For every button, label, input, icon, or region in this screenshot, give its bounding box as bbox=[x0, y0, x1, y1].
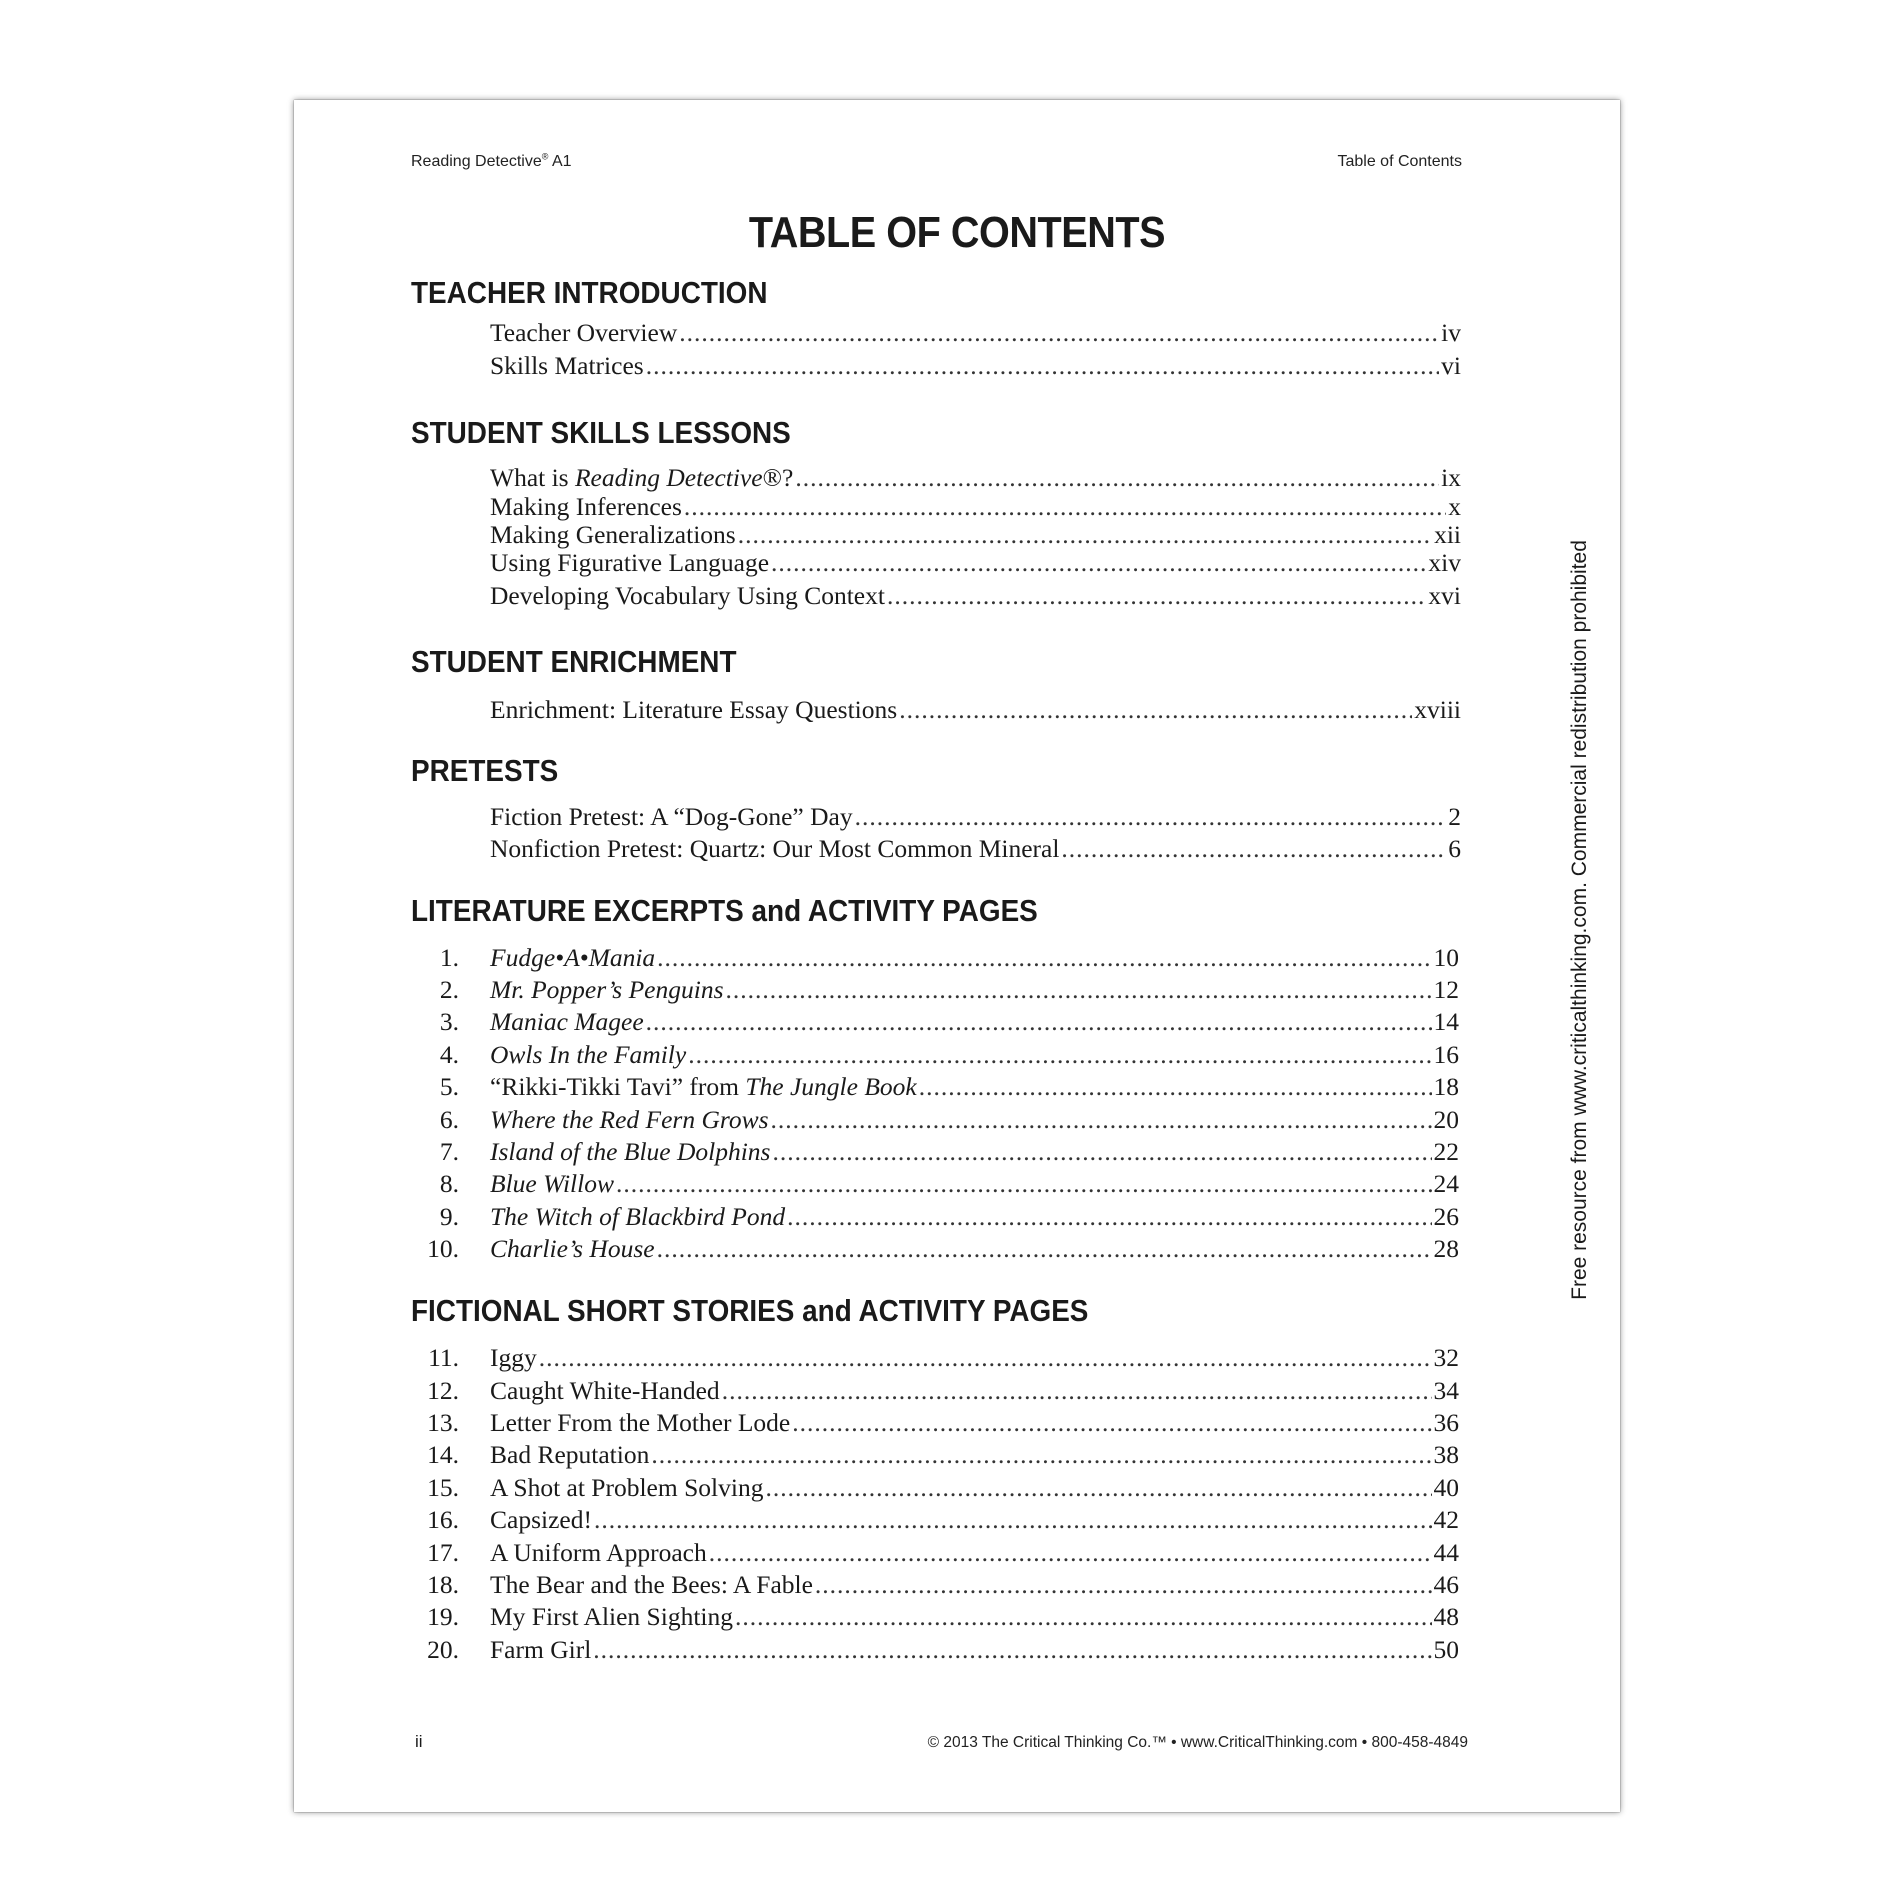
entry-number: 8. bbox=[439, 1169, 459, 1198]
entry-title bbox=[490, 1440, 649, 1470]
entry-title-italic: The Witch of Blackbird Pond bbox=[490, 1202, 786, 1231]
entry-page-number: 22 bbox=[1433, 1137, 1459, 1166]
toc-entry[interactable] bbox=[417, 1234, 1459, 1264]
entry-title bbox=[490, 1137, 770, 1167]
entry-page-number: 14 bbox=[1433, 1007, 1459, 1036]
entry-page-number: 42 bbox=[1433, 1505, 1459, 1534]
entry-title-italic: Charlie’s House bbox=[490, 1234, 655, 1263]
dot-leader bbox=[539, 1343, 1432, 1373]
entry-title-text: Enrichment: Literature Essay Questions bbox=[490, 695, 898, 724]
toc-entry[interactable] bbox=[417, 1137, 1459, 1167]
entry-number: 2. bbox=[439, 975, 459, 1004]
entry-page-number: 32 bbox=[1433, 1343, 1459, 1372]
entry-title bbox=[490, 1234, 655, 1264]
toc-entry[interactable] bbox=[490, 492, 1461, 522]
book-title: Reading Detective bbox=[411, 153, 542, 170]
entry-number: 1. bbox=[439, 943, 459, 972]
toc-entry[interactable] bbox=[417, 1570, 1459, 1600]
entry-number: 13. bbox=[427, 1408, 459, 1437]
toc-entry[interactable] bbox=[490, 463, 1461, 493]
entry-page-number: 10 bbox=[1433, 943, 1459, 972]
entry-title-text: A Uniform Approach bbox=[490, 1538, 707, 1567]
entry-title bbox=[490, 1105, 769, 1135]
dot-leader bbox=[787, 1202, 1431, 1232]
entry-number: 5. bbox=[439, 1072, 459, 1101]
toc-entry[interactable] bbox=[490, 318, 1461, 348]
toc-entry[interactable] bbox=[417, 975, 1459, 1005]
dot-leader bbox=[657, 943, 1431, 973]
entry-page-number: 2 bbox=[1448, 802, 1461, 831]
entry-title-text: My First Alien Sighting bbox=[490, 1602, 733, 1631]
entry-title bbox=[490, 351, 644, 381]
section-heading: STUDENT ENRICHMENT bbox=[411, 644, 737, 679]
toc-entry[interactable] bbox=[417, 1007, 1459, 1037]
copyright-footer: © 2013 The Critical Thinking Co.™ • www.CriticalThinking.com • 800-458-4849 bbox=[927, 1734, 1468, 1751]
entry-title bbox=[490, 975, 724, 1005]
dot-leader bbox=[815, 1570, 1432, 1600]
dot-leader bbox=[772, 1137, 1431, 1167]
entry-title-text: Letter From the Mother Lode bbox=[490, 1408, 791, 1437]
toc-entry[interactable] bbox=[417, 1505, 1459, 1535]
entry-title-text: Using Figurative Language bbox=[490, 548, 770, 577]
toc-entry[interactable] bbox=[490, 520, 1461, 550]
entry-page-number: 40 bbox=[1433, 1473, 1459, 1502]
entry-number: 12. bbox=[427, 1376, 459, 1405]
entry-page-number: 48 bbox=[1433, 1602, 1459, 1631]
entry-title-text: Bad Reputation bbox=[490, 1440, 650, 1469]
dot-leader bbox=[887, 581, 1426, 611]
toc-entry[interactable] bbox=[417, 1202, 1459, 1232]
dot-leader bbox=[722, 1376, 1432, 1406]
toc-entry[interactable] bbox=[490, 802, 1461, 832]
toc-entry[interactable] bbox=[417, 1376, 1459, 1406]
toc-entry[interactable] bbox=[417, 1105, 1459, 1135]
dot-leader bbox=[792, 1408, 1431, 1438]
dot-leader bbox=[771, 548, 1426, 578]
entry-title-italic: The Jungle Book bbox=[745, 1072, 917, 1101]
dot-leader bbox=[1061, 834, 1446, 864]
document-page bbox=[294, 100, 1620, 1812]
entry-title bbox=[490, 1007, 644, 1037]
entry-title bbox=[490, 1602, 733, 1632]
entry-title bbox=[490, 1505, 592, 1535]
entry-number: 7. bbox=[439, 1137, 459, 1166]
entry-page-number: 36 bbox=[1433, 1408, 1459, 1437]
dot-leader bbox=[738, 520, 1432, 550]
dot-leader bbox=[855, 802, 1447, 832]
entry-title-text: Fiction Pretest: A “Dog-Gone” Day bbox=[490, 802, 853, 831]
dot-leader bbox=[726, 975, 1432, 1005]
entry-page-number: 44 bbox=[1433, 1538, 1459, 1567]
entry-title-text: Skills Matrices bbox=[490, 351, 644, 380]
entry-page-number: 38 bbox=[1433, 1440, 1459, 1469]
entry-title-text: A Shot at Problem Solving bbox=[490, 1473, 764, 1502]
entry-title-italic: Maniac Magee bbox=[490, 1007, 644, 1036]
toc-entry[interactable] bbox=[417, 1440, 1459, 1470]
entry-title bbox=[490, 1376, 720, 1406]
dot-leader bbox=[594, 1505, 1432, 1535]
dot-leader bbox=[646, 351, 1439, 381]
entry-page-number: xviii bbox=[1414, 695, 1461, 724]
entry-number: 20. bbox=[427, 1635, 459, 1664]
entry-page-number: ix bbox=[1441, 463, 1461, 492]
section-heading: FICTIONAL SHORT STORIES and ACTIVITY PAGES bbox=[411, 1293, 1089, 1328]
dot-leader bbox=[684, 492, 1446, 522]
entry-title bbox=[490, 520, 736, 550]
registered-mark: ® bbox=[541, 151, 549, 162]
entry-title bbox=[490, 943, 655, 973]
entry-number: 10. bbox=[427, 1234, 459, 1263]
entry-title bbox=[490, 548, 769, 578]
entry-title bbox=[490, 1570, 813, 1600]
entry-title-text: Teacher Overview bbox=[490, 318, 678, 347]
toc-entry[interactable] bbox=[417, 1602, 1459, 1632]
section-heading: LITERATURE EXCERPTS and ACTIVITY PAGES bbox=[411, 893, 1038, 928]
entry-number: 4. bbox=[439, 1040, 459, 1069]
page-title: TABLE OF CONTENTS bbox=[748, 208, 1166, 257]
entry-number: 6. bbox=[439, 1105, 459, 1134]
entry-number: 16. bbox=[427, 1505, 459, 1534]
entry-page-number: 18 bbox=[1433, 1072, 1459, 1101]
dot-leader bbox=[657, 1234, 1432, 1264]
entry-number: 14. bbox=[427, 1440, 459, 1469]
section-heading: STUDENT SKILLS LESSONS bbox=[411, 415, 791, 450]
entry-title bbox=[490, 695, 897, 725]
toc-entry[interactable] bbox=[417, 1072, 1459, 1102]
toc-entry[interactable] bbox=[490, 548, 1461, 578]
dot-leader bbox=[709, 1538, 1432, 1568]
entry-title-suffix: ®? bbox=[762, 463, 794, 492]
entry-title bbox=[490, 1202, 785, 1232]
entry-title-italic: Island of the Blue Dolphins bbox=[490, 1137, 771, 1166]
entry-title-text: Caught White-Handed bbox=[490, 1376, 720, 1405]
running-header-right: Table of Contents bbox=[1337, 153, 1462, 170]
toc-entry[interactable] bbox=[417, 1538, 1459, 1568]
entry-title-text: Capsized! bbox=[490, 1505, 592, 1534]
toc-entry[interactable] bbox=[490, 834, 1461, 864]
entry-title-text: Making Inferences bbox=[490, 492, 682, 521]
toc-entry[interactable] bbox=[417, 1408, 1459, 1438]
page-number: ii bbox=[415, 1732, 423, 1751]
entry-page-number: vi bbox=[1441, 351, 1461, 380]
entry-number: 9. bbox=[439, 1202, 459, 1231]
running-header-left bbox=[411, 153, 572, 171]
dot-leader bbox=[735, 1602, 1432, 1632]
entry-page-number: xiv bbox=[1428, 548, 1461, 577]
dot-leader bbox=[795, 463, 1439, 493]
toc-entry[interactable] bbox=[417, 1473, 1459, 1503]
entry-title-text: The Bear and the Bees: A Fable bbox=[490, 1570, 813, 1599]
entry-title bbox=[490, 802, 853, 832]
section-heading: PRETESTS bbox=[411, 753, 559, 788]
dot-leader bbox=[646, 1007, 1432, 1037]
entry-title-italic: Reading Detective bbox=[574, 463, 763, 492]
toc-entry[interactable] bbox=[417, 1040, 1459, 1070]
entry-title-text: Farm Girl bbox=[490, 1635, 592, 1664]
entry-page-number: 46 bbox=[1433, 1570, 1459, 1599]
dot-leader bbox=[593, 1635, 1431, 1665]
toc-entry[interactable] bbox=[417, 943, 1459, 973]
entry-number: 11. bbox=[428, 1343, 459, 1372]
entry-number: 17. bbox=[427, 1538, 459, 1567]
entry-title bbox=[490, 318, 677, 348]
entry-page-number: 50 bbox=[1433, 1635, 1459, 1664]
entry-title-italic: Blue Willow bbox=[490, 1169, 614, 1198]
entry-title bbox=[490, 492, 682, 522]
entry-page-number: 20 bbox=[1433, 1105, 1459, 1134]
entry-page-number: 28 bbox=[1433, 1234, 1459, 1263]
dot-leader bbox=[771, 1105, 1432, 1135]
section-heading: TEACHER INTRODUCTION bbox=[411, 275, 768, 310]
toc-entry[interactable] bbox=[417, 1635, 1459, 1665]
entry-title bbox=[490, 1343, 537, 1373]
entry-page-number: xvi bbox=[1428, 581, 1461, 610]
toc-entry[interactable] bbox=[417, 1343, 1459, 1373]
entry-page-number: xii bbox=[1434, 520, 1461, 549]
dot-leader bbox=[651, 1440, 1431, 1470]
entry-title-italic: Where the Red Fern Grows bbox=[490, 1105, 769, 1134]
entry-title bbox=[490, 1538, 707, 1568]
dot-leader bbox=[688, 1040, 1431, 1070]
entry-page-number: 24 bbox=[1433, 1169, 1459, 1198]
entry-title bbox=[490, 1635, 591, 1665]
book-level: A1 bbox=[548, 153, 572, 170]
entry-page-number: 34 bbox=[1433, 1376, 1459, 1405]
entry-page-number: 12 bbox=[1433, 975, 1459, 1004]
dot-leader bbox=[679, 318, 1439, 348]
entry-page-number: iv bbox=[1441, 318, 1461, 347]
dot-leader bbox=[616, 1169, 1432, 1199]
redistribution-notice: Free resource from www.criticalthinking.com. Commercial redistribution prohibited bbox=[1568, 540, 1591, 1300]
entry-title-italic: Owls In the Family bbox=[490, 1040, 687, 1069]
toc-entry[interactable] bbox=[490, 581, 1461, 611]
entry-page-number: 26 bbox=[1433, 1202, 1459, 1231]
entry-title-italic: Mr. Popper’s Penguins bbox=[490, 975, 724, 1004]
entry-page-number: x bbox=[1448, 492, 1461, 521]
entry-title bbox=[490, 1169, 614, 1199]
toc-entry[interactable] bbox=[490, 695, 1461, 725]
entry-title-italic: Fudge•A•Mania bbox=[490, 943, 656, 972]
entry-title-text: Developing Vocabulary Using Context bbox=[490, 581, 885, 610]
entry-number: 15. bbox=[427, 1473, 459, 1502]
entry-number: 18. bbox=[427, 1570, 459, 1599]
toc-entry[interactable] bbox=[490, 351, 1461, 381]
entry-title-text: Iggy bbox=[490, 1343, 537, 1372]
entry-title-text: Nonfiction Pretest: Quartz: Our Most Common Mineral bbox=[490, 834, 1060, 863]
entry-number: 3. bbox=[439, 1007, 459, 1036]
dot-leader bbox=[765, 1473, 1431, 1503]
entry-title-text: Making Generalizations bbox=[490, 520, 736, 549]
entry-page-number: 6 bbox=[1448, 834, 1461, 863]
entry-title bbox=[490, 1408, 790, 1438]
entry-title bbox=[490, 581, 885, 611]
entry-page-number: 16 bbox=[1433, 1040, 1459, 1069]
dot-leader bbox=[899, 695, 1412, 725]
entry-title-prefix: What is bbox=[490, 463, 575, 492]
toc-entry[interactable] bbox=[417, 1169, 1459, 1199]
entry-title bbox=[490, 1072, 917, 1102]
entry-title-prefix: “Rikki-Tikki Tavi” from bbox=[490, 1072, 746, 1101]
entry-title bbox=[490, 1040, 686, 1070]
entry-title bbox=[490, 463, 793, 493]
entry-title bbox=[490, 834, 1059, 864]
entry-title bbox=[490, 1473, 763, 1503]
entry-number: 19. bbox=[427, 1602, 459, 1631]
dot-leader bbox=[919, 1072, 1432, 1102]
